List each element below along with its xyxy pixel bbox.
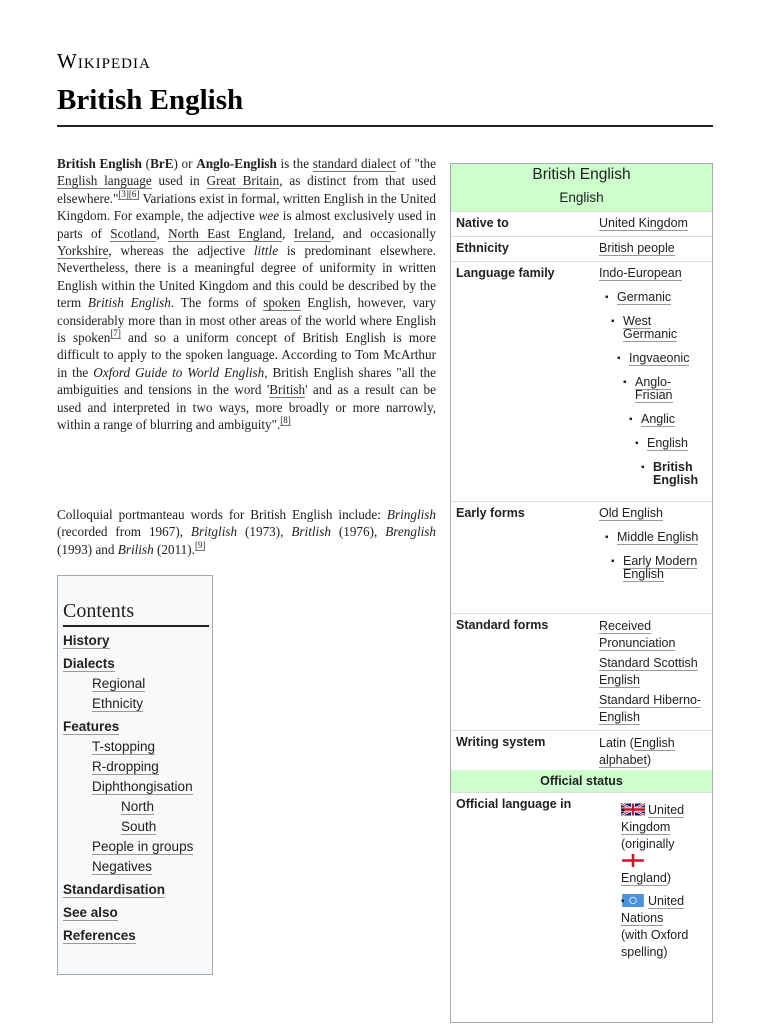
table-of-contents [57, 575, 213, 975]
text-run: , whereas the adjective [108, 243, 254, 259]
official-uk-link[interactable]: United Kingdom [621, 803, 685, 834]
toc-list [63, 631, 207, 946]
official-status-header: Official status [451, 770, 712, 792]
text-run: ) or [173, 156, 197, 171]
toc-item [63, 903, 207, 923]
family-tree-item: ▪ British English [641, 460, 699, 487]
official-uk-item [599, 802, 707, 887]
infobox-row-native [451, 211, 712, 236]
bold-term: BrE [150, 156, 174, 171]
infobox-row-early [451, 501, 712, 613]
text-run: of "the [396, 156, 436, 171]
official-england-link[interactable]: England [621, 871, 667, 885]
official-uk-close: ) [666, 871, 672, 885]
toc-link[interactable]: History [63, 633, 110, 648]
title-divider [57, 125, 713, 127]
uk-flag-icon [621, 803, 645, 816]
italic-term: Brilish [117, 541, 154, 557]
early-root-link[interactable]: Old English [599, 506, 663, 520]
italic-term: Oxford Guide to World English [93, 364, 265, 380]
england-flag-icon [621, 854, 645, 867]
article-link[interactable]: Ireland [293, 225, 332, 241]
lead-paragraph-1 [57, 155, 436, 434]
article-link[interactable]: North East England [168, 225, 283, 241]
italic-term: Britglish [190, 524, 238, 540]
lead-paragraph-2 [57, 506, 436, 558]
text-run: Colloquial portmanteau words for British English include: [57, 507, 387, 522]
toc-item [63, 837, 207, 857]
text-run: , [282, 225, 294, 241]
standard-form-link[interactable]: Standard Scottish English [599, 656, 698, 687]
toc-item [63, 880, 207, 900]
article-link[interactable]: Yorkshire [57, 243, 109, 259]
writing-prefix: Latin ( [599, 736, 634, 750]
toc-link[interactable]: See also [63, 905, 118, 920]
writing-link[interactable]: English alphabet [599, 736, 675, 767]
family-tree-item: ▪ Anglo-Frisian [623, 375, 673, 402]
early-form-link[interactable]: Middle English [617, 530, 699, 544]
logo-text: Wikipedia [57, 49, 151, 73]
official-un-item [599, 893, 707, 961]
family-tree [599, 291, 707, 487]
native-link[interactable]: United Kingdom [599, 216, 688, 230]
early-forms-list [599, 531, 707, 581]
family-tree-item: ▪ Germanic [605, 290, 672, 304]
family-tree-link[interactable]: Anglic [641, 412, 676, 426]
article-link[interactable]: standard dialect [312, 156, 397, 171]
toc-link[interactable]: Dialects [63, 656, 115, 671]
standard-label: Standard forms [456, 618, 549, 632]
family-tree-item: ▪ Anglic [629, 412, 676, 426]
infobox-row-ethnicity [451, 236, 712, 261]
writing-suffix: ) [646, 753, 652, 767]
early-form-link[interactable]: Early Modern English [623, 554, 698, 581]
toc-item [63, 777, 207, 797]
infobox-row-writing [451, 730, 712, 770]
italic-term: British English [87, 295, 171, 311]
toc-link[interactable]: References [63, 928, 136, 943]
text-run: (1973), [237, 524, 292, 540]
toc-link[interactable]: Features [63, 719, 120, 734]
early-label: Early forms [456, 506, 525, 520]
official-label: Official language in [456, 797, 572, 811]
text-run: and so a uniform concept of British English is more difficult to apply to the spoken language. According to Tom McArthur in the [57, 330, 436, 380]
toc-link[interactable]: Diphthongisation [92, 779, 193, 794]
text-run: , as distinct from that used elsewhere." [57, 173, 436, 206]
family-root-link[interactable]: Indo-European [599, 266, 682, 280]
infobox-row-standard [451, 613, 712, 730]
official-un-note: (with Oxford spelling) [621, 928, 689, 959]
text-run: English, however, vary considerably more than in most other areas of the world where English is spoken [57, 295, 436, 346]
article-link[interactable]: English language [57, 173, 152, 189]
family-tree-link[interactable]: English [647, 436, 688, 450]
family-tree-item: ▪ West Germanic [611, 314, 678, 341]
toc-item [63, 817, 207, 837]
toc-item [63, 717, 207, 737]
toc-link[interactable]: R-dropping [92, 759, 159, 774]
toc-item [63, 797, 207, 817]
article-link[interactable]: Great Britain [206, 173, 280, 189]
early-form-item: ▪ Middle English [605, 530, 699, 544]
native-label: Native to [456, 216, 509, 230]
toc-item [63, 654, 207, 674]
standard-form-link[interactable]: Received Pronunciation [599, 619, 676, 650]
infobox [450, 163, 713, 1023]
text-run: , British English shares "all the ambiguities and tensions in the word ' [57, 364, 436, 398]
toc-link[interactable]: Regional [92, 676, 146, 691]
infobox-row-family [451, 261, 712, 501]
toc-title: Contents [63, 600, 209, 627]
text-run: , [156, 225, 169, 241]
toc-item [63, 631, 207, 651]
bold-term: Anglo-English [196, 156, 277, 171]
article-link[interactable]: Scotland [110, 225, 157, 241]
wikipedia-logo[interactable] [57, 49, 151, 74]
family-tree-link[interactable]: West Germanic [623, 314, 678, 341]
family-tree-item: ▪ English [635, 436, 688, 450]
toc-item [63, 737, 207, 757]
toc-link[interactable]: South [121, 819, 157, 834]
family-tree-link[interactable]: Ingvaeonic [629, 351, 690, 365]
ethnicity-label: Ethnicity [456, 241, 509, 255]
infobox-subtitle: English [451, 187, 712, 211]
toc-link[interactable]: Negatives [92, 859, 153, 874]
toc-item [63, 857, 207, 877]
text-run: (1993) and [57, 541, 118, 557]
italic-term: little [253, 243, 279, 259]
citation [280, 415, 291, 426]
text-run: is the [276, 156, 313, 171]
toc-link[interactable]: T-stopping [92, 739, 156, 754]
citation [118, 189, 139, 200]
official-un-link[interactable]: United Nations [621, 894, 685, 925]
citation [110, 328, 121, 339]
toc-item [63, 674, 207, 694]
text-run: Variations exist in formal, written English in the United Kingdom. For example, the adjective [57, 190, 436, 224]
toc-link[interactable]: Ethnicity [92, 696, 144, 711]
bold-term: British English [57, 156, 143, 171]
citation-link[interactable]: [3][6] [118, 188, 140, 199]
toc-item [63, 694, 207, 714]
text-run: . The forms of [170, 295, 264, 311]
italic-term: Britlish [291, 524, 331, 540]
text-run: , and occasionally [331, 225, 437, 241]
early-form-item: ▪ Early Modern English [611, 554, 698, 581]
family-tree-current: British English [653, 460, 699, 487]
ethnicity-link[interactable]: British people [599, 241, 675, 255]
infobox-title: British English [451, 164, 712, 187]
text-run: (recorded from 1967), [57, 524, 191, 540]
citation-link[interactable]: [7] [110, 328, 121, 339]
toc-item [63, 757, 207, 777]
text-run: (2011). [153, 541, 195, 557]
citation [195, 540, 206, 551]
text-run: is almost exclusively used in parts of [57, 208, 437, 241]
citation-link[interactable]: [9] [194, 539, 206, 550]
italic-term: Bringlish [386, 507, 436, 522]
toc-item [63, 926, 207, 946]
italic-term: Brenglish [385, 524, 436, 540]
toc-link[interactable]: People in groups [92, 839, 194, 854]
page-title: British English [57, 84, 244, 116]
official-uk-note: (originally [621, 837, 675, 851]
family-tree-item: ▪ Ingvaeonic [617, 351, 690, 365]
family-tree-link[interactable]: Anglo-Frisian [635, 375, 673, 402]
toc-link[interactable]: Standardisation [63, 882, 166, 897]
infobox-row-official [451, 792, 712, 993]
text-run: used in [151, 173, 207, 189]
text-run: ' and as a result can be used and interpreted in two ways, more broadly or more narrowly, within a range of blurring and ambiguity". [57, 382, 436, 433]
article-link[interactable]: spoken [263, 295, 301, 311]
text-run: is predominant elsewhere. Nevertheless, there is a meaningful degree of uniformity in written English within the United Kingdom and this could be described by the term [57, 243, 436, 311]
text-run: ( [142, 156, 151, 171]
standard-form-link[interactable]: Standard Hiberno-English [599, 693, 702, 724]
writing-label: Writing system [456, 735, 546, 749]
family-label: Language family [456, 266, 555, 280]
family-tree-link[interactable]: Germanic [617, 290, 672, 304]
text-run: (1976), [330, 524, 386, 540]
article-link[interactable]: British [269, 382, 306, 398]
italic-term: wee [258, 208, 280, 224]
citation-link[interactable]: [8] [280, 415, 291, 426]
un-flag-icon [621, 894, 645, 907]
toc-link[interactable]: North [121, 799, 155, 814]
